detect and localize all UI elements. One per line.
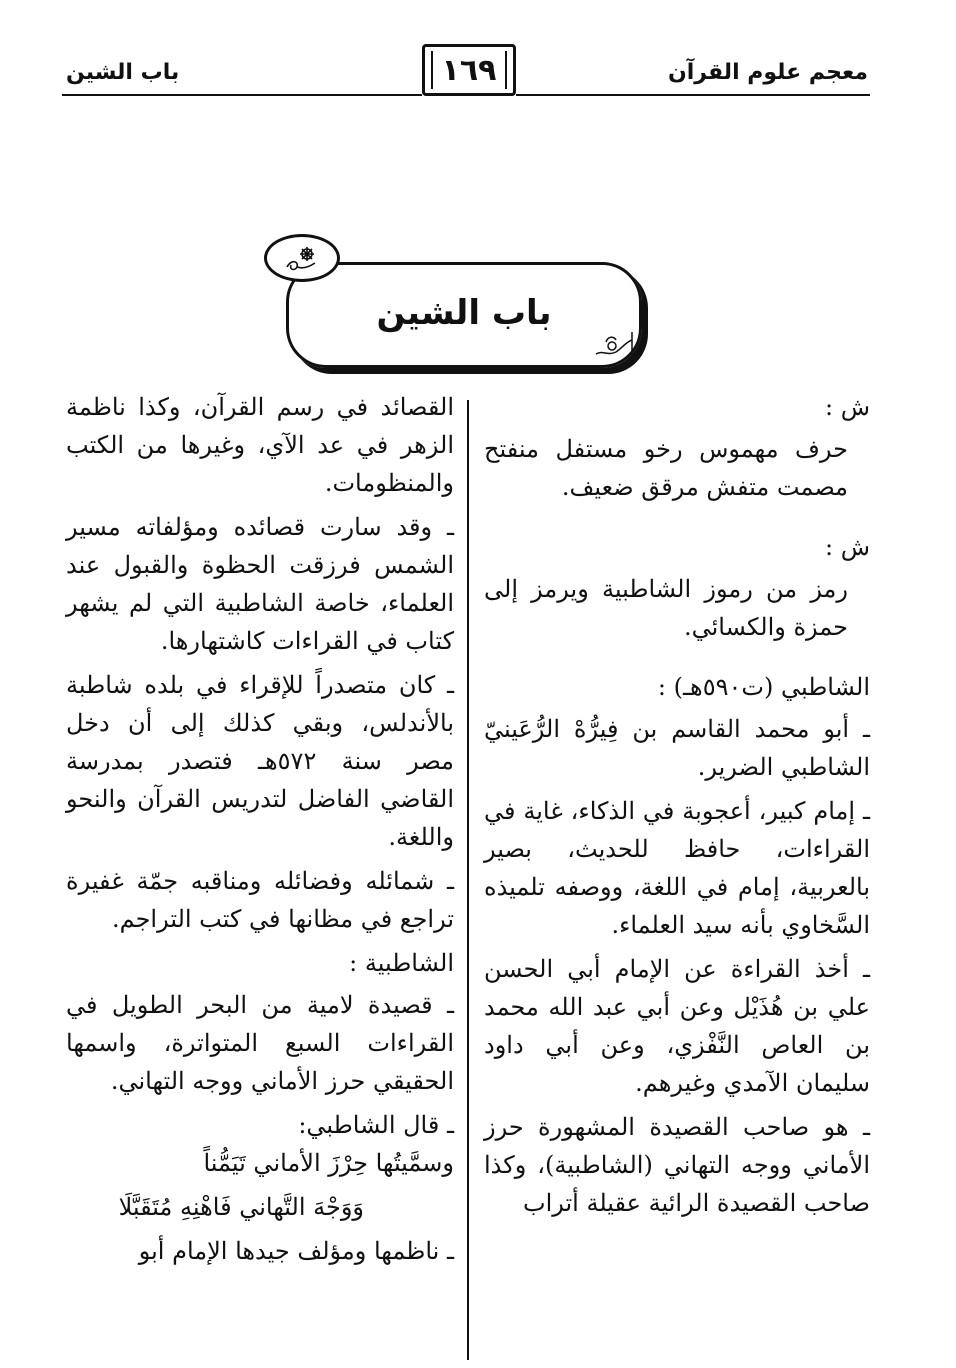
verse-line-2: وَوَجْهَ التَّهاني فَاهْنِهِ مُتَقَبَّلَا: [118, 1193, 364, 1221]
page-number: ١٦٩: [422, 44, 516, 96]
entry-heading: ش :: [824, 393, 870, 421]
paragraph: ـ قال الشاطبي:: [298, 1111, 454, 1139]
verse-line-1: وسمَّيتُها حِرْزَ الأماني تَيَمُّناً: [203, 1149, 454, 1177]
entry-heading: الشاطبية :: [349, 949, 454, 977]
header-rule-left: [62, 94, 422, 96]
paragraph: ـ إمام كبير، أعجوبة في الذكاء، غاية في القراءات، حافظ للحديث، بصير بالعربية، إمام في اللغة، ووصفه تلميذه السَّخاوي بأنه سيد العلماء.: [484, 797, 870, 939]
corner-ornament-icon: [592, 330, 638, 364]
paragraph: ـ شمائله وفضائله ومناقبه جمّة غفيرة تراجع في مظانها في كتب التراجم.: [66, 867, 454, 933]
book-title: معجم علوم القرآن: [667, 60, 868, 85]
chapter-heading-frame: [286, 262, 642, 368]
paragraph: ـ ناظمها ومؤلف جيدها الإمام أبو: [138, 1237, 454, 1265]
right-column: [484, 388, 870, 1228]
header-rule-right: [516, 94, 870, 96]
paragraph: ـ هو صاحب القصيدة المشهورة حرز الأماني ووجه التهاني (الشاطبية)، وكذا صاحب القصيدة الرائية عقيلة أتراب: [484, 1113, 870, 1217]
paragraph: ـ أخذ القراءة عن الإمام أبي الحسن علي بن هُذَيْل وعن أبي عبد الله محمد بن العاص النَّفْزي، وعن أبي داود سليمان الآمدي وغيرهم.: [484, 955, 870, 1097]
entry-heading: ش :: [824, 533, 870, 561]
paragraph: ـ قصيدة لامية من البحر الطويل في القراءات السبع المتواترة، واسمها الحقيقي حرز الأماني ووجه التهاني.: [66, 991, 454, 1095]
floral-ornament-icon: [264, 234, 340, 282]
paragraph: ـ كان متصدراً للإقراء في بلده شاطبة بالأندلس، وبقي كذلك إلى أن دخل مصر سنة ٥٧٢هـ فتصدر بمدرسة القاضي الفاضل لتدريس القرآن والنحو واللغة.: [66, 671, 454, 851]
page-header: [0, 0, 956, 110]
entry-heading: الشاطبي (ت٥٩٠هـ) :: [657, 673, 870, 701]
left-column: [66, 388, 454, 1276]
running-chapter-title: باب الشين: [66, 60, 180, 85]
column-divider: [467, 400, 469, 1360]
paragraph: رمز من رموز الشاطبية ويرمز إلى حمزة والكسائي.: [484, 575, 848, 641]
paragraph: ـ وقد سارت قصائده ومؤلفاته مسير الشمس فرزقت الحظوة والقبول عند العلماء، خاصة الشاطبية التي لم يشهر كتاب في القراءات كاشتهارها.: [66, 513, 454, 655]
chapter-heading: باب الشين: [376, 293, 552, 333]
paragraph: ـ أبو محمد القاسم بن فِيرُّهْ الرُّعَينيّ الشاطبي الضرير.: [484, 715, 870, 781]
paragraph: حرف مهموس رخو مستفل منفتح مصمت متفش مرقق ضعيف.: [484, 435, 848, 501]
paragraph: القصائد في رسم القرآن، وكذا ناظمة الزهر في عد الآي، وغيرها من الكتب والمنظومات.: [66, 393, 454, 497]
